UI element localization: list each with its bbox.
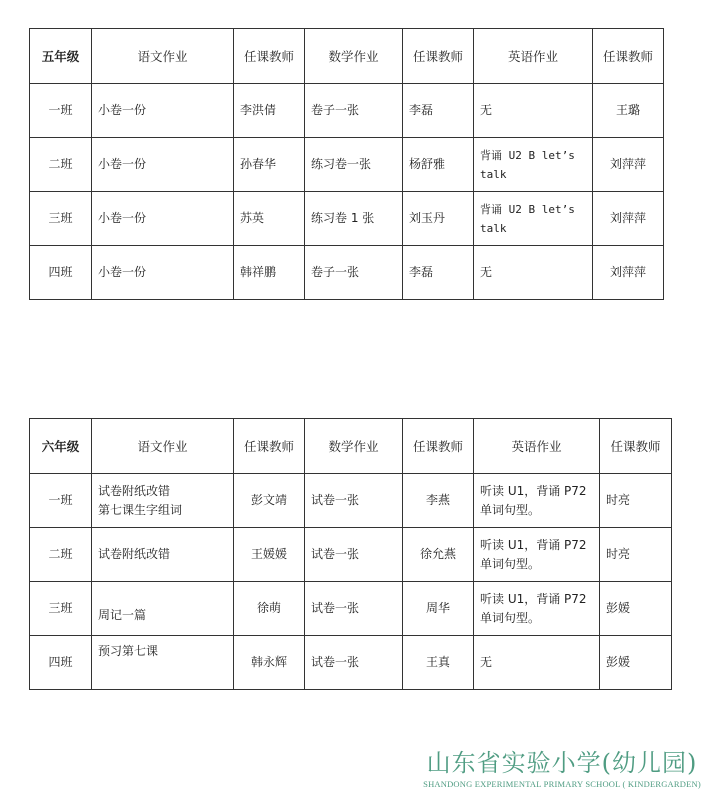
class-name: 一班 bbox=[30, 84, 92, 138]
grade-label: 五年级 bbox=[30, 29, 92, 84]
table-header-row bbox=[30, 29, 664, 84]
math-homework: 卷子一张 bbox=[305, 246, 403, 300]
math-teacher: 李燕 bbox=[403, 474, 474, 528]
table-row bbox=[30, 138, 664, 192]
english-homework-line: 听读 U1，背诵 P72 bbox=[480, 483, 587, 498]
header-math-homework: 数学作业 bbox=[305, 29, 403, 84]
chinese-homework: 预习第七课 bbox=[92, 636, 234, 690]
english-homework: 无 bbox=[474, 636, 600, 690]
chinese-teacher: 韩永辉 bbox=[234, 636, 305, 690]
chinese-homework-line: 第七课生字组词 bbox=[98, 502, 183, 517]
header-teacher: 任课教师 bbox=[593, 29, 664, 84]
math-homework: 练习卷 1 张 bbox=[305, 192, 403, 246]
english-homework-line: 背诵 U2 B let’s bbox=[480, 148, 575, 162]
english-homework bbox=[474, 138, 593, 192]
chinese-homework: 小卷一份 bbox=[92, 84, 234, 138]
chinese-teacher: 孙春华 bbox=[234, 138, 305, 192]
english-homework-line: 单词句型。 bbox=[480, 556, 541, 571]
school-logo bbox=[414, 748, 710, 790]
english-homework-line: 背诵 U2 B let’s bbox=[480, 202, 575, 216]
class-name: 三班 bbox=[30, 582, 92, 636]
english-teacher: 时亮 bbox=[600, 474, 672, 528]
header-teacher: 任课教师 bbox=[234, 29, 305, 84]
math-homework: 练习卷一张 bbox=[305, 138, 403, 192]
table-row bbox=[30, 528, 672, 582]
english-teacher: 时亮 bbox=[600, 528, 672, 582]
english-homework-line: 听读 U1，背诵 P72 bbox=[480, 591, 587, 606]
math-homework: 试卷一张 bbox=[305, 474, 403, 528]
grade6-homework-table bbox=[29, 418, 672, 690]
chinese-homework: 小卷一份 bbox=[92, 138, 234, 192]
table-row bbox=[30, 84, 664, 138]
header-chinese-homework: 语文作业 bbox=[92, 419, 234, 474]
chinese-teacher: 韩祥鹏 bbox=[234, 246, 305, 300]
english-homework-line: talk bbox=[480, 221, 507, 235]
english-homework: 无 bbox=[474, 84, 593, 138]
math-teacher: 刘玉丹 bbox=[403, 192, 474, 246]
class-name: 四班 bbox=[30, 636, 92, 690]
math-homework: 试卷一张 bbox=[305, 582, 403, 636]
math-teacher: 王真 bbox=[403, 636, 474, 690]
class-name: 二班 bbox=[30, 528, 92, 582]
english-homework bbox=[474, 528, 600, 582]
class-name: 二班 bbox=[30, 138, 92, 192]
english-homework-line: 听读 U1，背诵 P72 bbox=[480, 537, 587, 552]
table-header-row bbox=[30, 419, 672, 474]
chinese-homework: 周记一篇 bbox=[92, 582, 234, 636]
english-teacher: 彭媛 bbox=[600, 582, 672, 636]
table-row bbox=[30, 636, 672, 690]
grade5-homework-table bbox=[29, 28, 664, 300]
math-homework: 试卷一张 bbox=[305, 528, 403, 582]
english-homework-line: 单词句型。 bbox=[480, 502, 541, 517]
english-teacher: 刘萍萍 bbox=[593, 138, 664, 192]
table-row bbox=[30, 582, 672, 636]
chinese-homework: 小卷一份 bbox=[92, 192, 234, 246]
header-teacher: 任课教师 bbox=[403, 419, 474, 474]
english-homework bbox=[474, 582, 600, 636]
header-math-homework: 数学作业 bbox=[305, 419, 403, 474]
math-homework: 卷子一张 bbox=[305, 84, 403, 138]
math-teacher: 周华 bbox=[403, 582, 474, 636]
english-homework-line: 单词句型。 bbox=[480, 610, 541, 625]
math-teacher: 杨舒雅 bbox=[403, 138, 474, 192]
math-teacher: 李磊 bbox=[403, 246, 474, 300]
header-teacher: 任课教师 bbox=[403, 29, 474, 84]
header-english-homework: 英语作业 bbox=[474, 419, 600, 474]
math-teacher: 李磊 bbox=[403, 84, 474, 138]
class-name: 一班 bbox=[30, 474, 92, 528]
chinese-homework: 小卷一份 bbox=[92, 246, 234, 300]
english-teacher: 刘萍萍 bbox=[593, 246, 664, 300]
chinese-homework bbox=[92, 474, 234, 528]
table-row bbox=[30, 474, 672, 528]
english-teacher: 王璐 bbox=[593, 84, 664, 138]
english-homework bbox=[474, 474, 600, 528]
english-homework-line: talk bbox=[480, 167, 507, 181]
header-teacher: 任课教师 bbox=[234, 419, 305, 474]
table-row bbox=[30, 246, 664, 300]
chinese-teacher: 徐萌 bbox=[234, 582, 305, 636]
header-teacher: 任课教师 bbox=[600, 419, 672, 474]
chinese-homework: 试卷附纸改错 bbox=[92, 528, 234, 582]
header-english-homework: 英语作业 bbox=[474, 29, 593, 84]
chinese-teacher: 苏英 bbox=[234, 192, 305, 246]
school-name-english: SHANDONG EXPERIMENTAL PRIMARY SCHOOL ( KINDERGARDEN) bbox=[423, 779, 701, 789]
math-homework: 试卷一张 bbox=[305, 636, 403, 690]
header-chinese-homework: 语文作业 bbox=[92, 29, 234, 84]
chinese-teacher: 李洪倩 bbox=[234, 84, 305, 138]
english-homework: 无 bbox=[474, 246, 593, 300]
table-row bbox=[30, 192, 664, 246]
chinese-homework-line: 试卷附纸改错 bbox=[98, 483, 171, 498]
chinese-teacher: 彭文靖 bbox=[234, 474, 305, 528]
english-teacher: 刘萍萍 bbox=[593, 192, 664, 246]
class-name: 三班 bbox=[30, 192, 92, 246]
grade-label: 六年级 bbox=[30, 419, 92, 474]
class-name: 四班 bbox=[30, 246, 92, 300]
math-teacher: 徐允燕 bbox=[403, 528, 474, 582]
school-name-chinese: 山东省实验小学(幼儿园) bbox=[426, 749, 698, 777]
english-teacher: 彭媛 bbox=[600, 636, 672, 690]
chinese-teacher: 王媛媛 bbox=[234, 528, 305, 582]
english-homework bbox=[474, 192, 593, 246]
